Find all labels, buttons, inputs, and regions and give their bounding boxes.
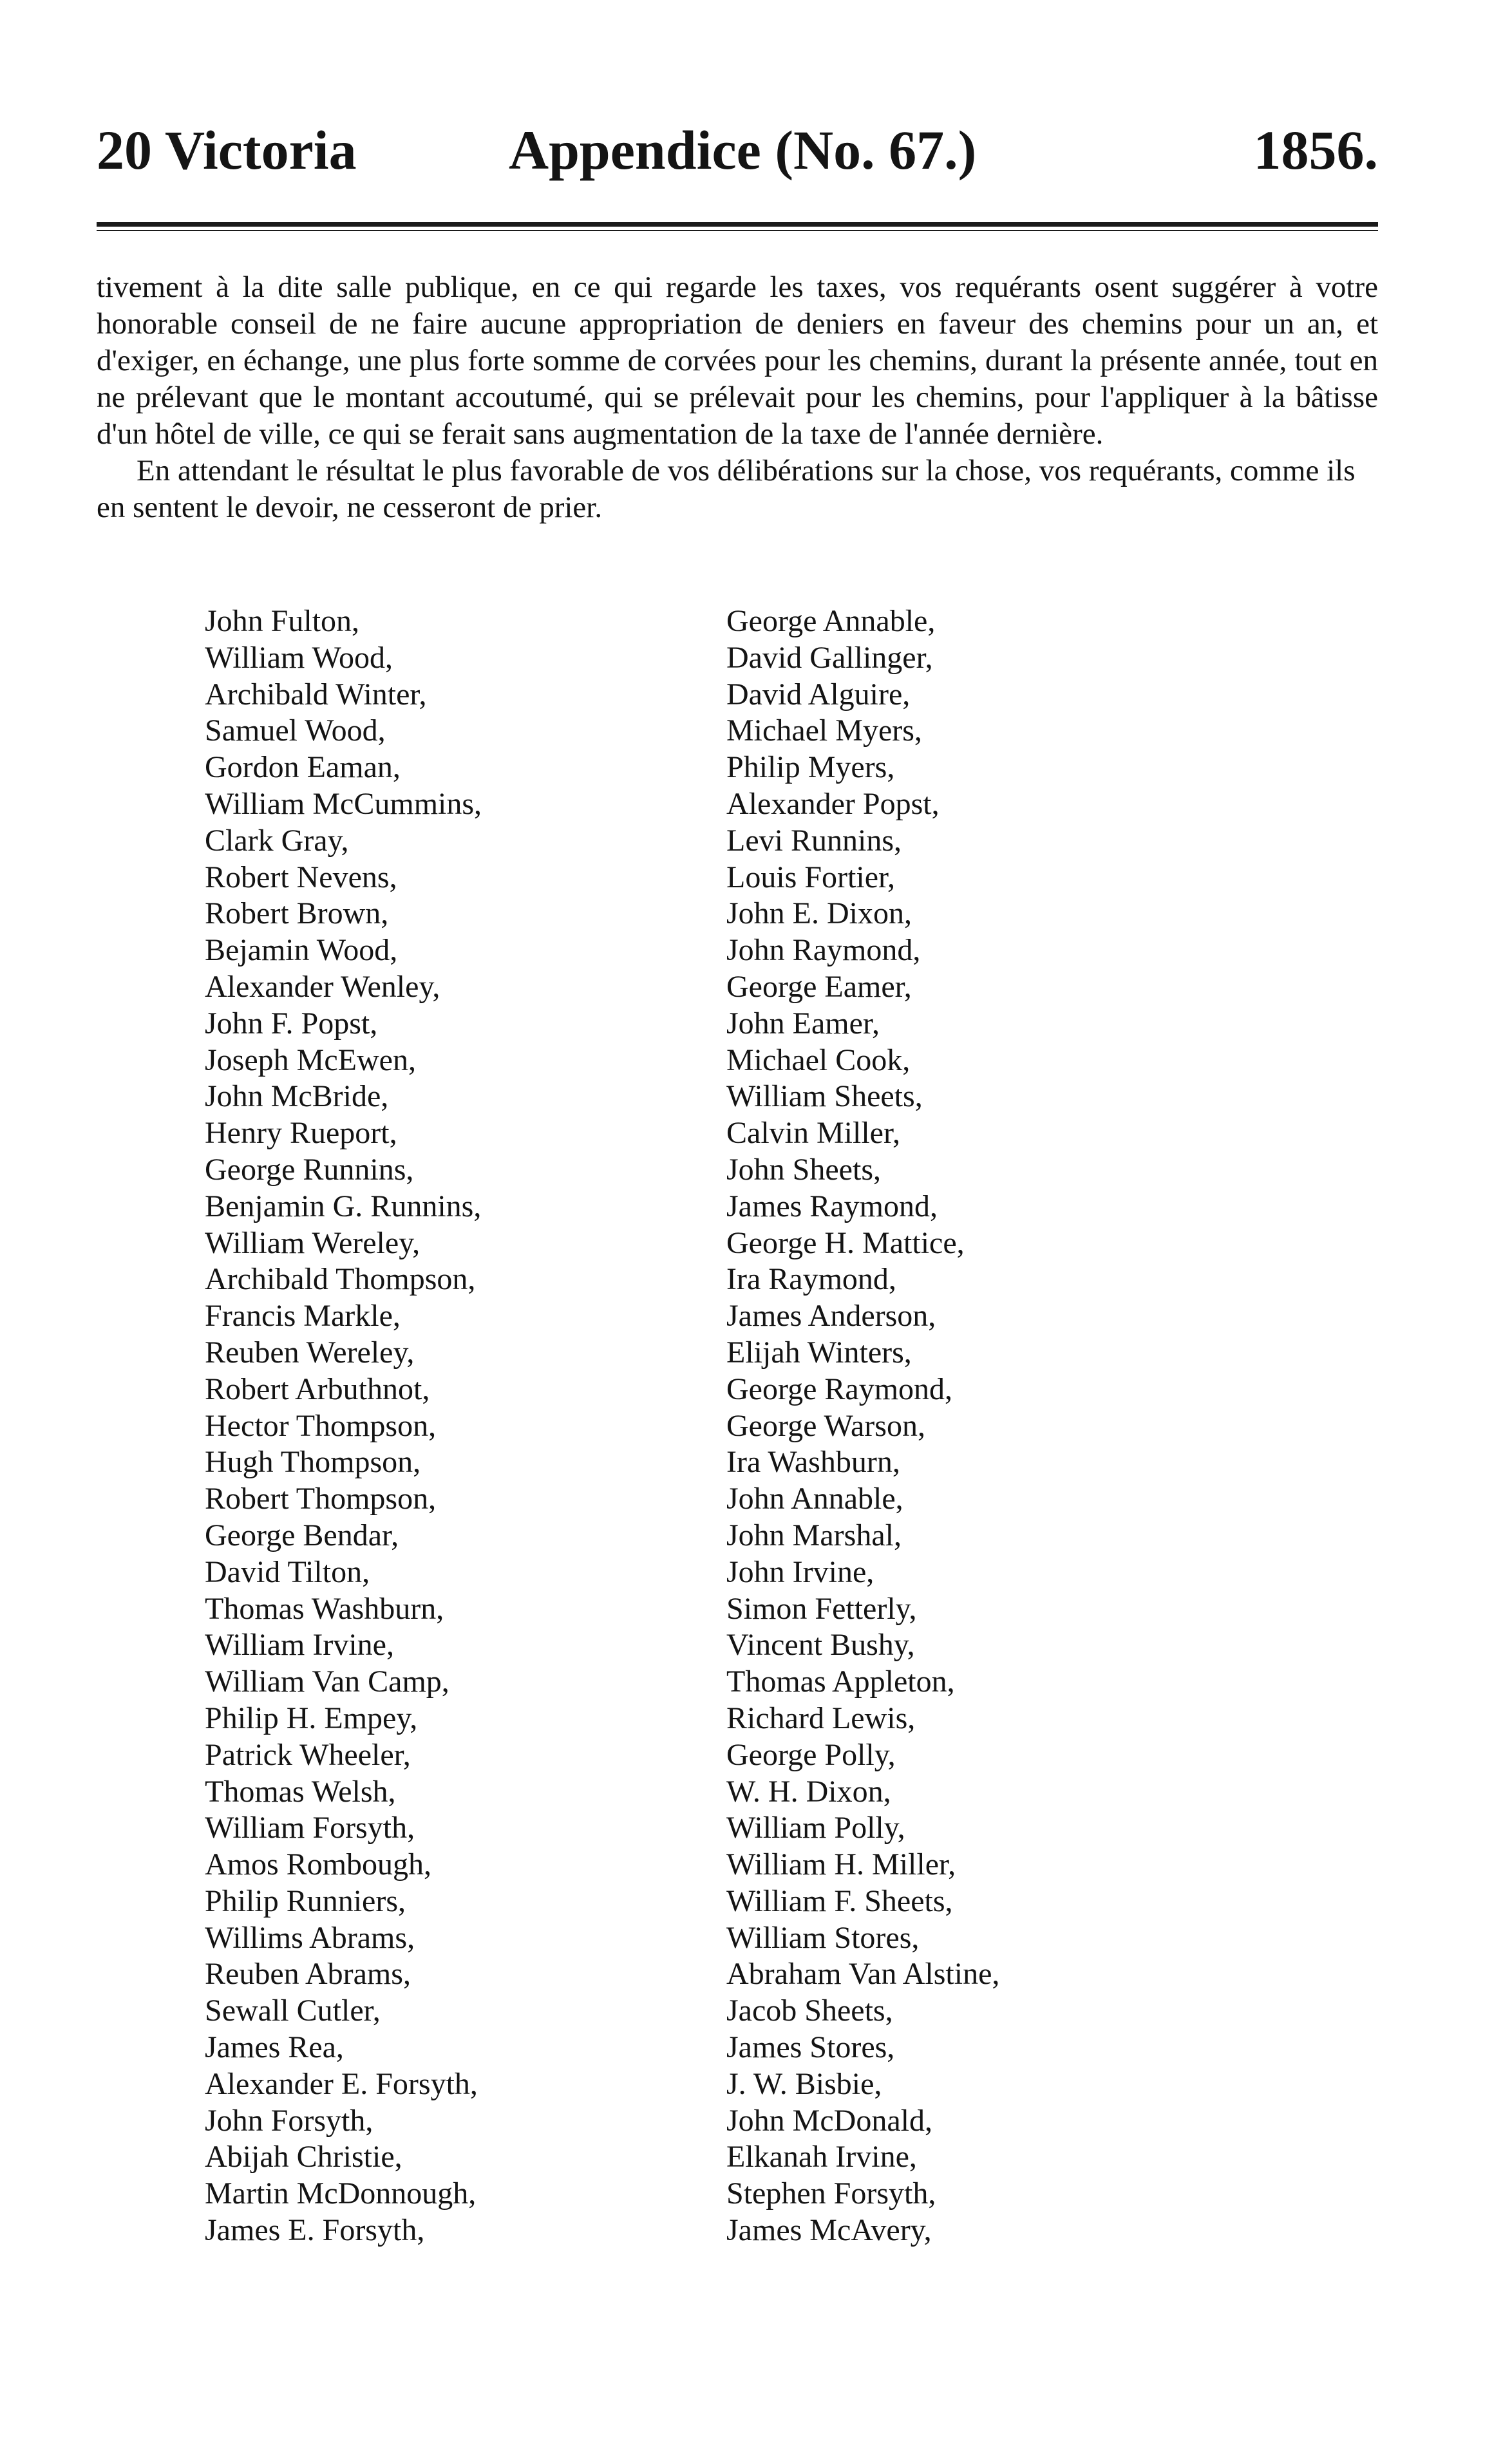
signatory-name: Thomas Welsh, — [205, 1774, 396, 1809]
signatory-name: Clark Gray, — [205, 823, 349, 858]
signatory-name: John Irvine, — [726, 1554, 874, 1589]
signatory-name: Reuben Abrams, — [205, 1957, 411, 1992]
signatory-name: Robert Thompson, — [205, 1482, 437, 1516]
signatory-name: William Irvine, — [205, 1628, 394, 1663]
signatory-name: George Annable, — [726, 604, 936, 638]
signatory-name: Joseph McEwen, — [205, 1042, 416, 1077]
signatory-name: David Gallinger, — [726, 640, 933, 675]
header-rule-thick — [97, 222, 1378, 227]
appendix-title: Appendice (No. 67.) — [509, 119, 977, 181]
signatory-name: Hector Thompson, — [205, 1408, 437, 1443]
signatory-name: James McAvery, — [726, 2213, 932, 2248]
signatory-name: William Polly, — [726, 1811, 905, 1845]
signatory-name: Alexander Popst, — [726, 786, 940, 821]
signatory-name: Archibald Winter, — [205, 677, 427, 712]
signatory-name: Levi Runnins, — [726, 823, 902, 858]
signatory-name: John McDonald, — [726, 2103, 932, 2138]
signatory-name: Philip H. Empey, — [205, 1701, 418, 1735]
signatory-name: John Annable, — [726, 1482, 903, 1516]
signatory-name: William F. Sheets, — [726, 1883, 953, 1918]
signatory-name: George Warson, — [726, 1408, 925, 1443]
signatory-name: Henry Rueport, — [205, 1116, 397, 1151]
signatory-name: Benjamin G. Runnins, — [205, 1189, 482, 1223]
signatory-name: Willims Abrams, — [205, 1920, 415, 1955]
signatory-name: Jacob Sheets, — [726, 1994, 893, 2028]
signatories-right-column — [726, 603, 999, 2249]
signatory-name: John Marshal, — [726, 1518, 902, 1552]
signatory-name: David Alguire, — [726, 677, 911, 712]
signatory-name: William Forsyth, — [205, 1811, 415, 1845]
signatory-name: Martin McDonnough, — [205, 2176, 477, 2211]
signatory-name: Robert Nevens, — [205, 860, 397, 894]
signatory-name: Simon Fetterly, — [726, 1591, 917, 1626]
signatory-name: Sewall Cutler, — [205, 1994, 381, 2028]
signatory-name: Richard Lewis, — [726, 1701, 916, 1735]
year-label: 1856. — [1253, 119, 1378, 181]
signatory-name: Samuel Wood, — [205, 713, 386, 748]
signatory-name: George Raymond, — [726, 1372, 953, 1406]
signatory-name: Alexander E. Forsyth, — [205, 2066, 478, 2101]
signatory-name: John McBride, — [205, 1079, 389, 1114]
signatory-name: Amos Rombough, — [205, 1847, 432, 1882]
signatory-name: John Forsyth, — [205, 2103, 373, 2138]
signatory-name: J. W. Bisbie, — [726, 2066, 882, 2101]
signatory-name: James Anderson, — [726, 1299, 936, 1334]
signatory-name: William Wood, — [205, 640, 393, 675]
signatory-name: William Wereley, — [205, 1225, 421, 1260]
signatory-name: Elkanah Irvine, — [726, 2140, 917, 2174]
page-header — [97, 108, 1378, 192]
signatory-name: William Van Camp, — [205, 1664, 449, 1699]
signatory-name: George Runnins, — [205, 1152, 414, 1187]
signatory-name: Alexander Wenley, — [205, 969, 440, 1004]
petition-paragraph: tivement à la dite salle publique, en ce qui regarde les taxes, vos requérants osent suggérer à votre honorable conseil de ne faire aucune appropriation de deniers en faveur des chemins pour un an, et d'exiger, en échange, une plus forte somme de corvées pour les chemins, durant la présente année, tout en ne prélevant que le montant accoutumé, qui se prélevait pour les chemins, pour l'appliquer à la bâtisse d'un hôtel de ville, ce qui se ferait sans augmentation de la taxe de l'année dernière. — [97, 270, 1378, 451]
signatory-name: Ira Raymond, — [726, 1262, 896, 1297]
signatory-name: Hugh Thompson, — [205, 1445, 421, 1480]
signatory-name: John Raymond, — [726, 933, 921, 968]
signatory-name: Calvin Miller, — [726, 1116, 901, 1151]
signatory-name: Vincent Bushy, — [726, 1628, 915, 1663]
signatory-name: George Eamer, — [726, 969, 912, 1004]
signatory-name: W. H. Dixon, — [726, 1774, 891, 1809]
signatory-name: Francis Markle, — [205, 1299, 401, 1334]
signatory-name: Philip Myers, — [726, 750, 895, 785]
signatory-name: Stephen Forsyth, — [726, 2176, 936, 2211]
signatory-name: James Rea, — [205, 2030, 344, 2065]
signatory-name: William Sheets, — [726, 1079, 923, 1114]
signatory-name: Reuben Wereley, — [205, 1335, 415, 1370]
signatory-name: George Polly, — [726, 1737, 896, 1772]
signatory-name: Thomas Appleton, — [726, 1664, 955, 1699]
signatory-name: James Stores, — [726, 2030, 895, 2065]
signatories-left-column — [205, 603, 482, 2249]
session-label: 20 Victoria — [97, 119, 357, 181]
signatory-name: Louis Fortier, — [726, 860, 896, 894]
signatory-name: Elijah Winters, — [726, 1335, 912, 1370]
signatory-name: Robert Brown, — [205, 896, 389, 931]
signatory-name: John Eamer, — [726, 1006, 880, 1041]
signatory-name: Abijah Christie, — [205, 2140, 402, 2174]
petition-text — [97, 269, 1378, 526]
signatory-name: George H. Mattice, — [726, 1225, 965, 1260]
signatory-name: Thomas Washburn, — [205, 1591, 444, 1626]
signatory-name: Michael Myers, — [726, 713, 922, 748]
signatory-name: Patrick Wheeler, — [205, 1737, 411, 1772]
signatory-name: James E. Forsyth, — [205, 2213, 425, 2248]
signatory-name: Bejamin Wood, — [205, 933, 398, 968]
signatory-name: Philip Runniers, — [205, 1883, 406, 1918]
signatory-name: George Bendar, — [205, 1518, 399, 1552]
signatory-name: David Tilton, — [205, 1554, 370, 1589]
signatory-name: John E. Dixon, — [726, 896, 912, 931]
signatory-name: Ira Washburn, — [726, 1445, 900, 1480]
signatory-name: Robert Arbuthnot, — [205, 1372, 430, 1406]
signatory-name: William McCummins, — [205, 786, 482, 821]
header-rule-thin — [97, 230, 1378, 231]
signatory-name: John Fulton, — [205, 604, 360, 638]
signatory-name: James Raymond, — [726, 1189, 938, 1223]
signatory-name: Abraham Van Alstine, — [726, 1957, 1000, 1992]
signatory-name: John Sheets, — [726, 1152, 881, 1187]
signatory-name: William H. Miller, — [726, 1847, 956, 1882]
signatory-name: Gordon Eaman, — [205, 750, 401, 785]
signatory-name: John F. Popst, — [205, 1006, 378, 1041]
signatory-name: Archibald Thompson, — [205, 1262, 476, 1297]
closing-paragraph: En attendant le résultat le plus favorable de vos délibérations sur la chose, vos requérants, comme ils en sentent le devoir, ne cesseront de prier. — [97, 454, 1356, 524]
signatory-name: William Stores, — [726, 1920, 920, 1955]
signatory-name: Michael Cook, — [726, 1042, 911, 1077]
